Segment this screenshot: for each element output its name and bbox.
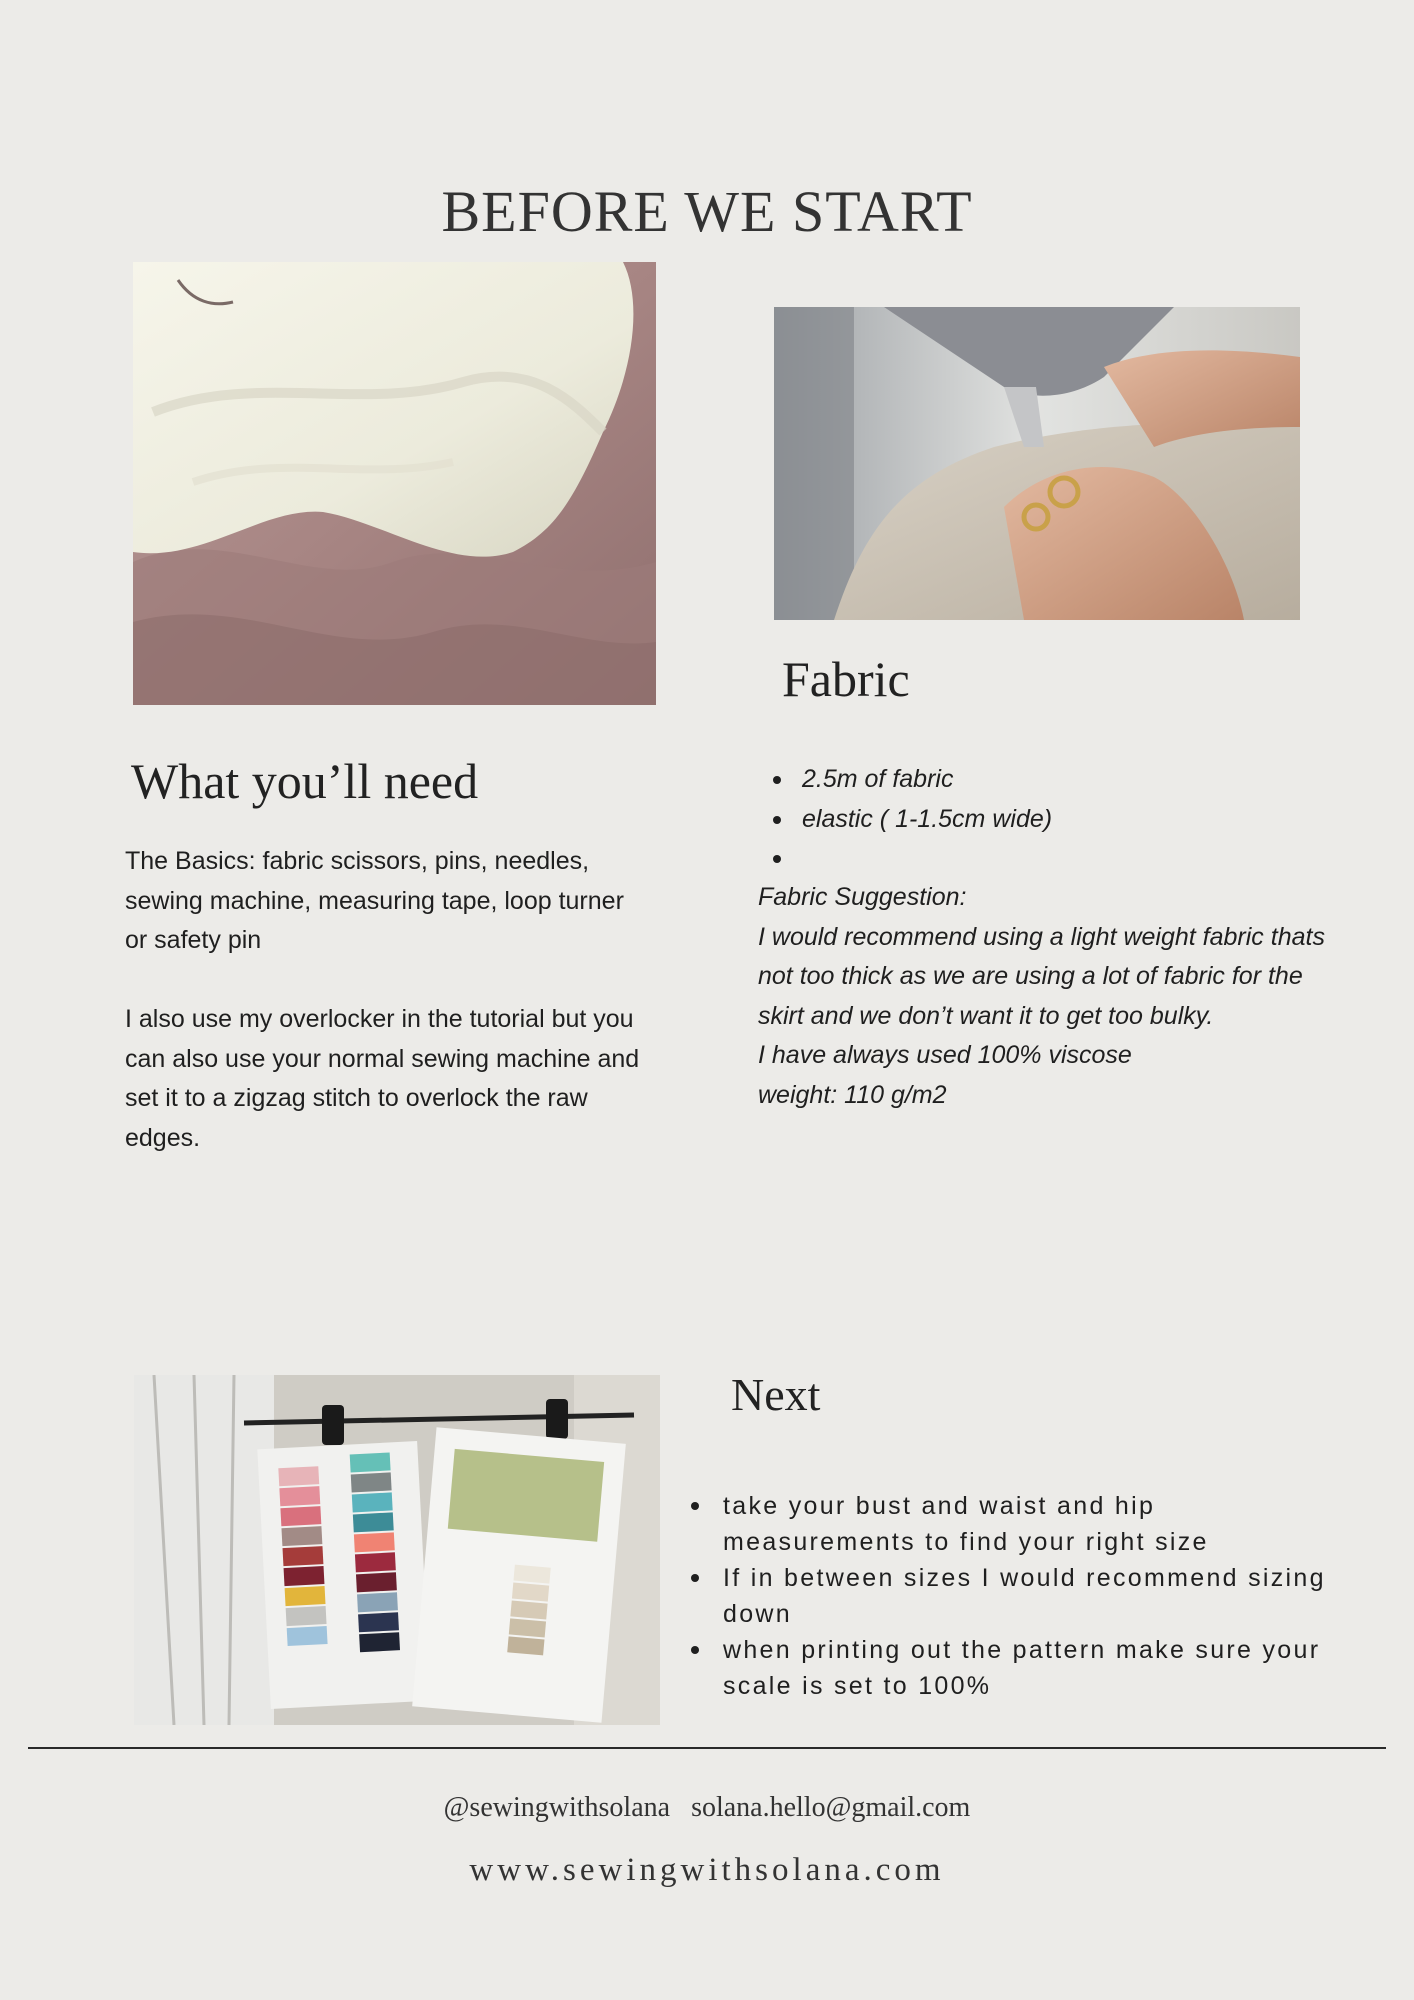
basics-paragraph: The Basics: fabric scissors, pins, needles, sewing machine, measuring tape, loop turner or safety pin [125, 847, 624, 954]
what-youll-need-text [125, 842, 645, 1158]
overlocker-paragraph: I also use my overlocker in the tutorial but you can also use your normal sewing machine and set it to a zigzag stitch to overlock the raw edges. [125, 1005, 640, 1152]
list-item: take your bust and waist and hip measurements to find your right size [686, 1488, 1326, 1560]
footer-contact [0, 1792, 1414, 1824]
next-heading: Next [731, 1369, 821, 1420]
page-title: BEFORE WE START [441, 179, 973, 244]
next-steps-list [686, 1488, 1326, 1704]
instagram-handle[interactable]: @sewingwithsolana [443, 1792, 671, 1823]
email-address[interactable]: solana.hello@gmail.com [691, 1792, 971, 1823]
fabric-swatches-photo [134, 1375, 660, 1725]
swatches-photo-illustration [134, 1375, 660, 1725]
footer-divider [28, 1747, 1386, 1749]
list-item: 2.5m of fabric [758, 760, 1348, 800]
fabric-heading: Fabric [782, 651, 910, 707]
fabric-viscose-note: I have always used 100% viscose [758, 1041, 1132, 1069]
list-item: when printing out the pattern make sure your scale is set to 100% [686, 1632, 1326, 1704]
list-item [758, 839, 1348, 879]
fabric-photo-illustration [133, 262, 656, 705]
what-youll-need-heading: What you’ll need [131, 753, 479, 809]
sewing-photo-illustration [774, 307, 1300, 620]
sewing-machine-photo [774, 307, 1300, 620]
list-item: elastic ( 1-1.5cm wide) [758, 800, 1348, 840]
fabric-suggestion-text: I would recommend using a light weight fabric thats not too thick as we are using a lot of fabric for the skirt and we don’t want it to get too bulky. [758, 922, 1325, 1030]
fabric-suggestion [758, 878, 1348, 1115]
website-link[interactable]: www.sewingwithsolana.com [469, 1852, 945, 1888]
fabric-weight-note: weight: 110 g/m2 [758, 1080, 947, 1109]
fabric-suggestion-label: Fabric Suggestion: [758, 883, 967, 911]
list-item: If in between sizes I would recommend sizing down [686, 1560, 1326, 1632]
fabric-photo [133, 262, 656, 705]
fabric-requirements-list [758, 760, 1348, 879]
